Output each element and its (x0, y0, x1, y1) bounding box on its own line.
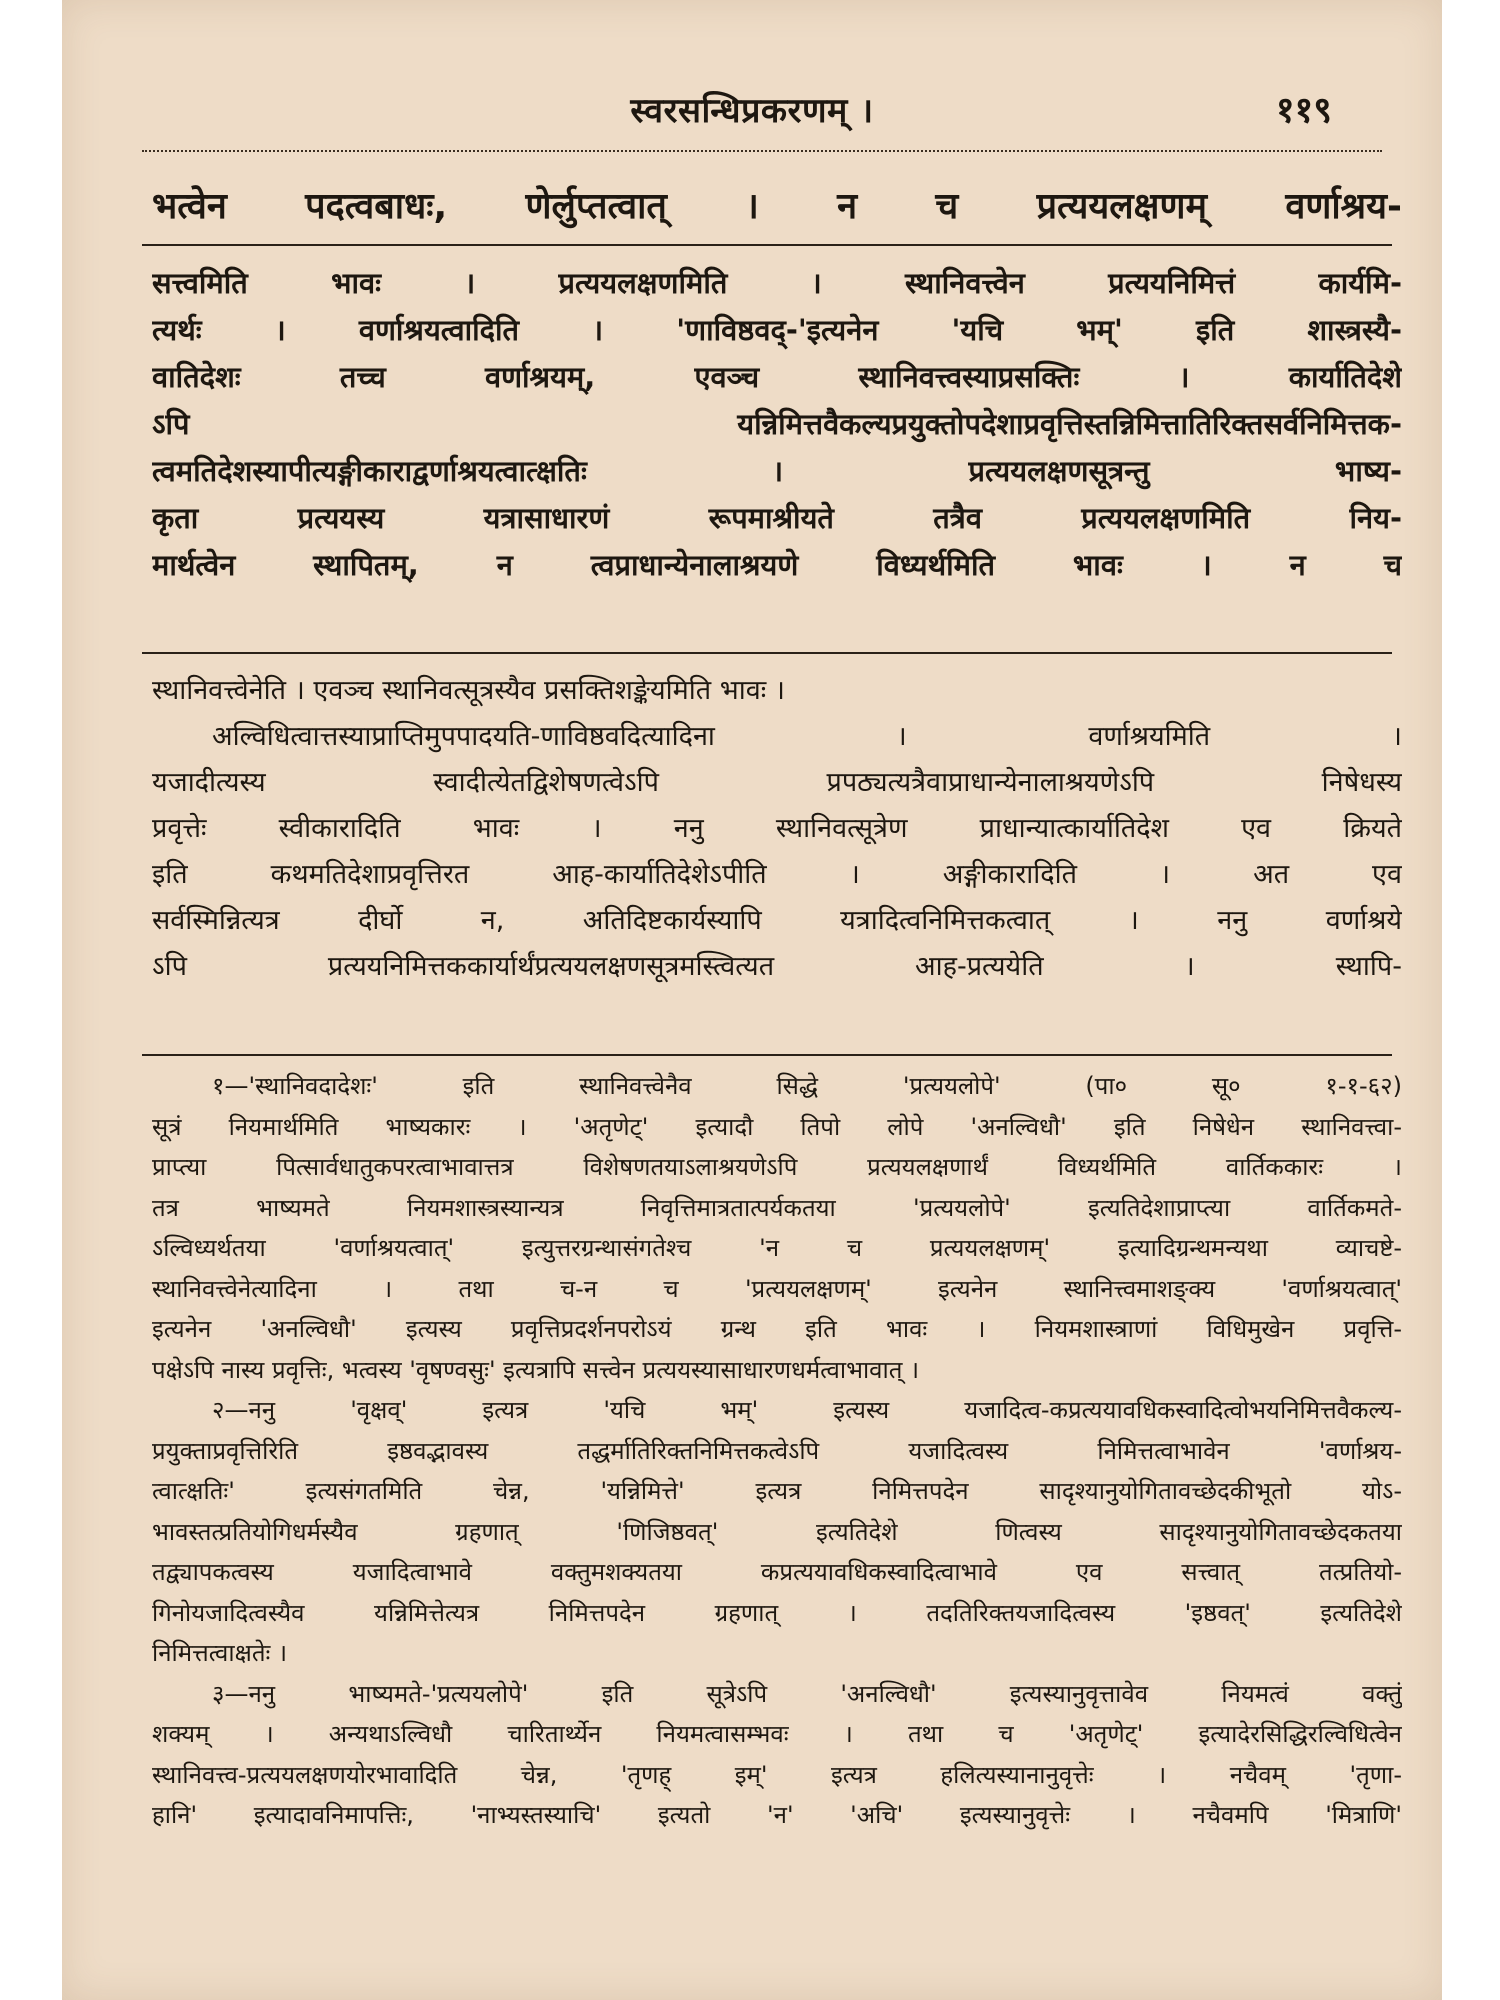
sub-commentary-line: सर्वस्मिन्नित्यत्र दीर्घो न, अतिदिष्टकार्यस्यापि यत्रादित्वनिमित्तकत्वात् । ननु वर्णाश्रये (152, 905, 1402, 936)
page-number: ११९ (1275, 90, 1332, 131)
footnote-line: सूत्रं नियमार्थमिति भाष्यकारः । 'अतृणेट्' इत्यादौ तिपो लोपे 'अनल्विधौ' इति निषेधेन स्थानिवत्त्वा- (152, 1112, 1402, 1141)
footnote-line: भावस्तत्प्रतियोगिधर्मस्यैव ग्रहणात् 'णिजिष्ठवत्' इत्यतिदेशे णित्वस्य सादृश्यानुयोगितावच्छेदकतया (152, 1517, 1402, 1546)
commentary-line: त्यर्थः । वर्णाश्रयत्वादिति । 'णाविष्ठवद्-'इत्यनेन 'यचि भम्' इति शास्त्रस्यै- (152, 313, 1402, 347)
footnote-line: शक्यम् । अन्यथाऽल्विधौ चारितार्थ्येन नियमत्वासम्भवः । तथा च 'अतृणेट्' इत्यादेरसिद्धिरल्विधित्वेन (152, 1720, 1402, 1748)
page-header-title: स्वरसन्धिप्रकरणम् । (630, 91, 874, 131)
sub-commentary-line: ऽपि प्रत्ययनिमित्तककार्यार्थंप्रत्ययलक्षणसूत्रमस्त्वित्यत आह-प्रत्ययेति । स्थापि- (152, 951, 1402, 982)
commentary-text (152, 260, 1402, 589)
header-ornamental-rule (142, 150, 1382, 164)
commentary-line: वातिदेशः तच्च वर्णाश्रयम्, एवञ्च स्थानिवत्त्वस्याप्रसक्तिः । कार्यातिदेशे (152, 360, 1402, 394)
commentary-line: सत्त्वमिति भावः । प्रत्ययलक्षणमिति । स्थानिवत्त्वेन प्रत्ययनिमित्तं कार्यमि- (152, 266, 1402, 300)
footnotes (152, 1066, 1402, 1836)
footnote-line: १—'स्थानिवदादेशः' इति स्थानिवत्त्वेनैव सिद्धे 'प्रत्ययलोपे' (पा० सू० १-१-६२) (212, 1072, 1402, 1100)
mula-line: भत्वेन पदत्वबाधः, णेर्लुप्तत्वात् । न च प्रत्ययलक्षणम् वर्णाश्रय- (152, 186, 1402, 227)
footnote-line: तद्व्यापकत्वस्य यजादित्वाभावे वक्तुमशक्यतया कप्रत्ययावधिकस्वादित्वाभावे एव सत्त्वात् तत्प्रतियो- (152, 1558, 1402, 1586)
commentary-line: ऽपि यन्निमित्तवैकल्यप्रयुक्तोपदेशाप्रवृत्तिस्तन्निमित्तातिरिक्तसर्वनिमित्तक- (152, 407, 1402, 441)
footnote-line: प्रयुक्ताप्रवृत्तिरिति इष्ठवद्भावस्य तद्धर्मातिरिक्तनिमित्तकत्वेऽपि यजादित्वस्य निमित्तत्वाभावेन 'वर्णाश्रय- (152, 1436, 1402, 1465)
commentary-line: त्वमतिदेशस्यापीत्यङ्गीकाराद्वर्णाश्रयत्वात्क्षतिः । प्रत्ययलक्षणसूत्रन्तु भाष्य- (152, 454, 1402, 488)
footnote-line: स्थानिवत्त्वेनेत्यादिना । तथा च-न च 'प्रत्ययलक्षणम्' इत्यनेन स्थानित्त्वमाशङ्क्य 'वर्णाश्रयत्वात्' (152, 1274, 1402, 1303)
sub-commentary-line: अल्विधित्वात्तस्याप्राप्तिमुपपादयति-णाविष्ठवदित्यादिना । वर्णाश्रयमिति । (212, 721, 1402, 752)
footnote-line: पक्षेऽपि नास्य प्रवृत्तिः, भत्वस्य 'वृषण्वसुः' इत्यत्रापि सत्त्वेन प्रत्ययस्यासाधारणधर्मत्वाभावात् । (152, 1355, 920, 1384)
footnote-line: स्थानिवत्त्व-प्रत्ययलक्षणयोरभावादिति चेन्न, 'तृणह् इम्' इत्यत्र हलित्यस्यानानुवृत्तेः । नचैवम् 'तृणा- (152, 1760, 1402, 1789)
footnote-line: त्वात्क्षतिः' इत्यसंगतमिति चेन्न, 'यन्निमित्ते' इत्यत्र निमित्तपदेन सादृश्यानुयोगितावच्छेदकीभूतो योऽ- (152, 1477, 1402, 1505)
commentary-line: कृता प्रत्ययस्य यत्रासाधारणं रूपमाश्रीयते तत्रैव प्रत्ययलक्षणमिति निय- (152, 501, 1402, 535)
footnote-line: इत्यनेन 'अनल्विधौ' इत्यस्य प्रवृत्तिप्रदर्शनपरोऽयं ग्रन्थ इति भावः । नियमशास्त्राणां विधिमुखेन प्रवृत्ति- (152, 1315, 1402, 1343)
sub-commentary-line: स्थानिवत्त्वेनेति । एवञ्च स्थानिवत्सूत्रस्यैव प्रसक्तिशङ्केयमिति भावः । (152, 675, 785, 706)
footnote-line: गिनोयजादित्वस्यैव यन्निमित्तेत्यत्र निमित्तपदेन ग्रहणात् । तदतिरिक्तयजादित्वस्य 'इष्ठवत्' इत्यतिदेशे (152, 1598, 1402, 1627)
footnote-line: ऽल्विध्यर्थतया 'वर्णाश्रयत्वात्' इत्युत्तरग्रन्थासंगतेश्च 'न च प्रत्ययलक्षणम्' इत्यादिग्रन्थमन्यथा व्याचष्टे- (152, 1234, 1402, 1262)
divider-rule (142, 1054, 1392, 1056)
commentary-line: मार्थत्वेन स्थापितम्, न त्वप्राधान्येनालाश्रयणे विध्यर्थमिति भावः । न च (152, 548, 1402, 582)
mula-text (152, 182, 1402, 232)
footnote-line: तत्र भाष्यमते नियमशास्त्रस्यान्यत्र निवृत्तिमात्रतात्पर्यकतया 'प्रत्ययलोपे' इत्यतिदेशाप्राप्त्या वार्तिकमते- (152, 1193, 1402, 1222)
sub-commentary-line: यजादीत्यस्य स्वादीत्येतद्विशेषणत्वेऽपि प्रपठ्यत्यत्रैवाप्राधान्येनालाश्रयणेऽपि निषेधस्य (152, 767, 1402, 798)
sub-commentary-text (152, 668, 1402, 990)
footnote-line: प्राप्त्या पित्सार्वधातुकपरत्वाभावात्तत्र विशेषणतयाऽलाश्रयणेऽपि प्रत्ययलक्षणार्थं विध्यर्थमिति वार्तिककारः । (152, 1153, 1402, 1181)
footnote-line: निमित्तत्वाक्षतेः । (152, 1639, 288, 1667)
book-page (62, 0, 1442, 2000)
footnote-line: ३—ननु भाष्यमते-'प्रत्ययलोपे' इति सूत्रेऽपि 'अनल्विधौ' इत्यस्यानुवृत्तावेव नियमत्वं वक्तुं (212, 1679, 1402, 1708)
divider-rule (142, 652, 1392, 654)
sub-commentary-line: प्रवृत्तेः स्वीकारादिति भावः । ननु स्थानिवत्सूत्रेण प्राधान्यात्कार्यातिदेश एव क्रियते (152, 813, 1402, 844)
footnote-line: २—ननु 'वृक्षव्' इत्यत्र 'यचि भम्' इत्यस्य यजादित्व-कप्रत्ययावधिकस्वादित्वोभयनिमित्तवैकल्य- (212, 1396, 1402, 1424)
divider-rule (142, 244, 1392, 246)
sub-commentary-line: इति कथमतिदेशाप्रवृत्तिरत आह-कार्यातिदेशेऽपीति । अङ्गीकारादिति । अत एव (152, 859, 1402, 890)
footnote-line: हानि' इत्यादावनिमापत्तिः, 'नाभ्यस्तस्याचि' इत्यतो 'न' 'अचि' इत्यस्यानुवृत्तेः । नचैवमपि 'मित्राणि' (152, 1801, 1402, 1829)
